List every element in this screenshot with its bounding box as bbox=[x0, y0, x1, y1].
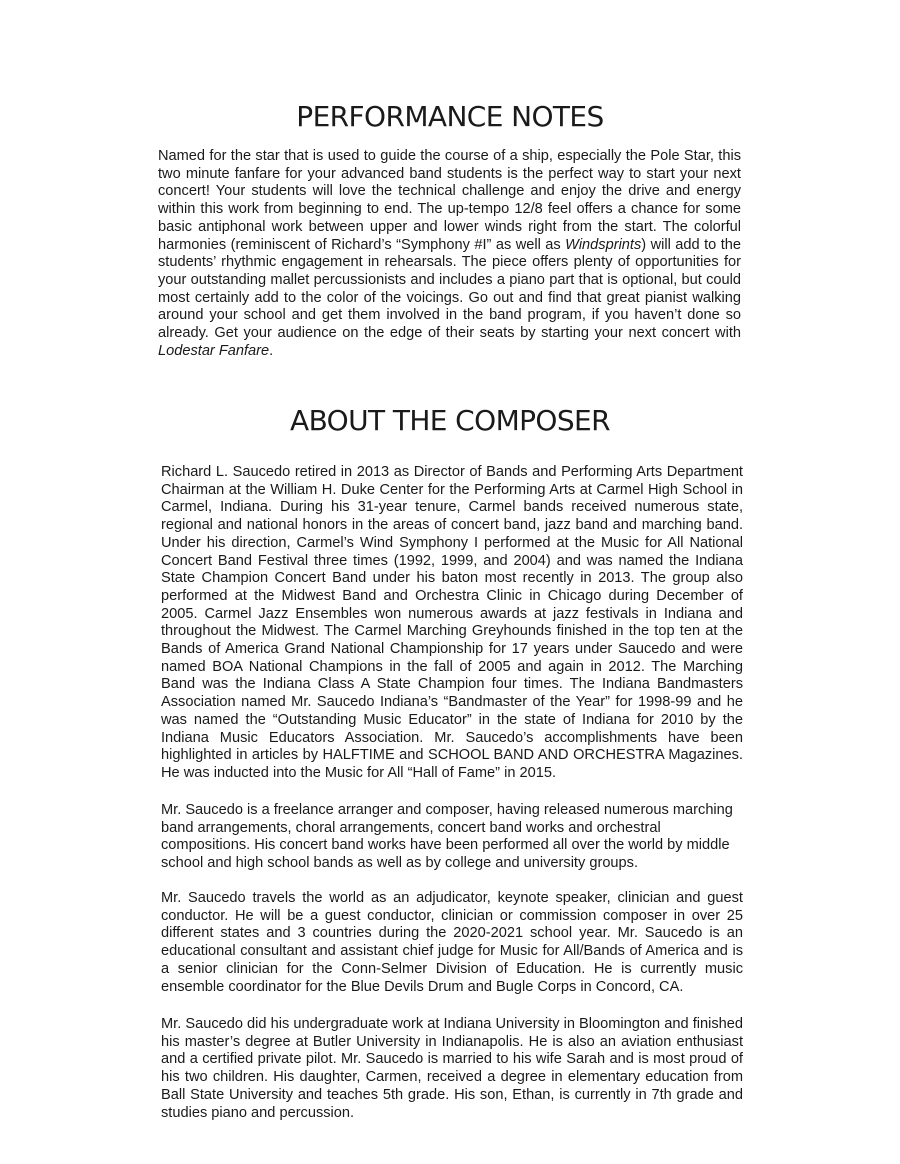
performance-notes-heading: PERFORMANCE NOTES bbox=[296, 100, 604, 133]
lodestar-fanfare-title: Lodestar Fanfare bbox=[158, 342, 270, 359]
notes-text-part-2: ) will add to the students’ rhythmic engagement in rehearsals. The piece offers plenty of opportunities for your outstanding mallet percussionists and includes a piano part that is optional, but could most certainly add to the color of the voicings. Go out and find that great pianist walking around your school and get them involved in the band program, if you haven’t done so already. Get your audience on the edge of their seats by starting your next concert with bbox=[158, 236, 741, 342]
notes-text-end: . bbox=[269, 342, 274, 359]
about-composer-heading: ABOUT THE COMPOSER bbox=[290, 404, 610, 437]
composer-bio-paragraph: Mr. Saucedo travels the world as an adjudicator, keynote speaker, clinician and guest conductor. He will be a guest conductor, clinician or commission composer in over 25 different states and 3 countries during the 2020-2021 school year. Mr. Saucedo is an educational consultant and assistant chief judge for Music for All/Bands of America and is a senior clinician for the Conn-Selmer Division of Education. He is currently music ensemble coordinator for the Blue Devils Drum and Bugle Corps in Concord, CA. bbox=[161, 890, 743, 995]
composer-bio-paragraph: Richard L. Saucedo retired in 2013 as Director of Bands and Performing Arts Department Chairman at the William H. Duke Center for the Performing Arts at Carmel High School in Carmel, Indiana. During his 31-year tenure, Carmel bands received numerous state, regional and national honors in the areas of concert band, jazz band and marching band. Under his direction, Carmel’s Wind Symphony I performed at the Music for All National Concert Band Festival three times (1992, 1999, and 2004) and was named the Indiana State Champion Concert Band under his baton most recently in 2013. The group also performed at the Midwest Band and Orchestra Clinic in Chicago during December of 2005. Carmel Jazz Ensembles won numerous awards at jazz festivals in Indiana and throughout the Midwest. The Carmel Marching Greyhounds finished in the top ten at the Bands of America Grand National Championship for 17 years under Saucedo and were named BOA National Champions in the fall of 2005 and again in 2012. The Marching Band was the Indiana Class A State Champion four times. The Indiana Bandmasters Association named Mr. Saucedo Indiana’s “Bandmaster of the Year” for 1998-99 and he was named the “Outstanding Music Educator” in the state of Indiana for 2010 by the Indiana Music Educators Association. Mr. Saucedo’s accomplishments have been highlighted in articles by HALFTIME and SCHOOL BAND AND ORCHESTRA Magazines. He was inducted into the Music for All “Hall of Fame” in 2015. bbox=[161, 464, 743, 781]
performance-notes-paragraph bbox=[158, 148, 741, 360]
composer-bio-paragraph: Mr. Saucedo is a freelance arranger and composer, having released numerous marching band arrangements, choral arrangements, concert band works and orchestral compositions. His concert band works have been performed all over the world by middle school and high school bands as well as by college and university groups. bbox=[161, 802, 733, 872]
windsprints-title: Windsprints bbox=[565, 236, 642, 253]
composer-bio-paragraph: Mr. Saucedo did his undergraduate work at Indiana University in Bloomington and finished his master’s degree at Butler University in Indianapolis. He is also an aviation enthusiast and a certified private pilot. Mr. Saucedo is married to his wife Sarah and is most proud of his two children. His daughter, Carmen, received a degree in elementary education from Ball State University and teaches 5th grade. His son, Ethan, is currently in 7th grade and studies piano and percussion. bbox=[161, 1016, 743, 1121]
notes-text-part-1: Named for the star that is used to guide the course of a ship, especially the Pole Star, this two minute fanfare for your advanced band students is the perfect way to start your next concert! Your students will love the technical challenge and enjoy the drive and energy within this work from beginning to end. The up-tempo 12/8 feel offers a chance for some basic antiphonal work between upper and lower winds right from the start. The colorful harmonies (reminiscent of Richard’s “Symphony #I” as well as bbox=[158, 148, 741, 253]
